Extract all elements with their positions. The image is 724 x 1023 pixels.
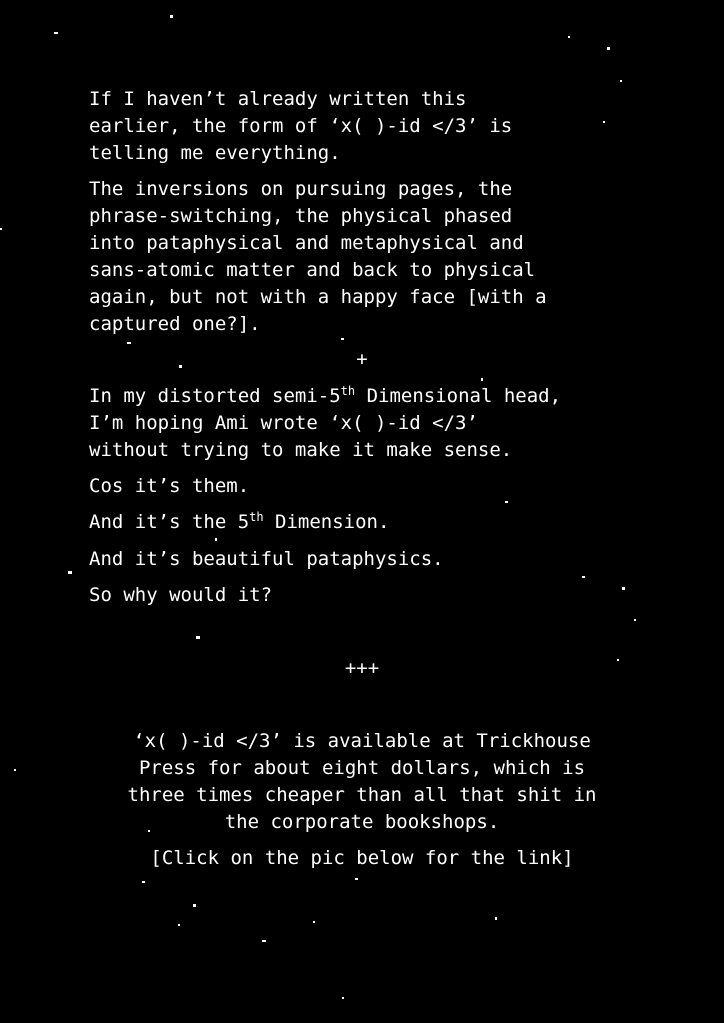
noise-speck — [179, 365, 182, 368]
fifth-dimension-start: And it’s the 5 — [89, 511, 250, 533]
distorted-line-1 — [89, 385, 561, 407]
distorted-line-2: I’m hoping Ami wrote ‘x( )-id </3’ — [89, 412, 478, 434]
click-link-note[interactable]: [Click on the pic below for the link] — [150, 847, 574, 869]
paragraph-intro — [89, 86, 649, 167]
availability-line-4: the corporate bookshops. — [224, 811, 500, 833]
inversions-line-3: into pataphysical and metaphysical and — [89, 232, 524, 254]
noise-speck — [481, 378, 483, 381]
inversions-line-6: captured one?]. — [89, 313, 261, 335]
line-why: So why would it? — [89, 584, 273, 606]
availability-line-3: three times cheaper than all that shit in — [127, 784, 597, 806]
noise-speck — [54, 32, 58, 34]
paragraph-inversions — [89, 176, 649, 338]
noise-speck — [313, 921, 315, 923]
paragraph-distorted — [89, 383, 689, 464]
noise-speck — [215, 538, 217, 541]
noise-speck — [617, 659, 619, 661]
section-divider-triple-plus: +++ — [344, 657, 380, 679]
availability-line-2: Press for about eight dollars, which is — [138, 757, 586, 779]
noise-speck — [505, 501, 508, 503]
inversions-line-2: phrase-switching, the physical phased — [89, 205, 513, 227]
line-beautiful: And it’s beautiful pataphysics. — [89, 548, 444, 570]
noise-speck — [342, 997, 344, 999]
inversions-line-5: again, but not with a happy face [with a — [89, 286, 547, 308]
noise-speck — [568, 36, 570, 38]
noise-speck — [620, 80, 622, 82]
section-divider-plus: + — [356, 348, 368, 370]
noise-speck — [142, 881, 145, 883]
noise-speck — [193, 904, 196, 907]
distorted-line-1-start: In my distorted semi-5 — [89, 385, 341, 407]
inversions-line-4: sans-atomic matter and back to physical — [89, 259, 536, 281]
ordinal-suffix: th — [340, 384, 356, 398]
distorted-line-3: without trying to make it make sense. — [89, 439, 513, 461]
noise-speck — [262, 940, 266, 942]
intro-line-2: earlier, the form of ‘x( )-id </3’ is — [89, 115, 513, 137]
availability-line-1: ‘x( )-id </3’ is available at Trickhouse — [133, 730, 591, 752]
intro-line-3: telling me everything. — [89, 142, 341, 164]
line-fifth-dimension — [89, 509, 649, 536]
noise-speck — [582, 576, 585, 578]
distorted-line-1-end: Dimensional head, — [355, 385, 562, 407]
noise-speck — [607, 47, 610, 50]
noise-speck — [495, 917, 497, 920]
noise-speck — [196, 636, 200, 639]
noise-speck — [178, 924, 180, 926]
inversions-line-1: The inversions on pursuing pages, the — [89, 178, 513, 200]
noise-speck — [170, 15, 173, 18]
noise-speck — [355, 878, 358, 880]
line-cos: Cos it’s them. — [89, 475, 250, 497]
noise-speck — [127, 342, 131, 344]
noise-speck — [0, 228, 2, 230]
ordinal-suffix: th — [249, 510, 264, 524]
noise-speck — [603, 121, 605, 123]
noise-speck — [148, 830, 150, 832]
noise-speck — [14, 769, 16, 771]
fifth-dimension-end: Dimension. — [263, 511, 390, 533]
noise-speck — [341, 338, 344, 340]
noise-speck — [68, 571, 72, 574]
noise-speck — [622, 587, 625, 590]
availability-note — [0, 728, 724, 836]
noise-speck — [634, 619, 636, 621]
intro-line-1: If I haven’t already written this — [89, 88, 467, 110]
